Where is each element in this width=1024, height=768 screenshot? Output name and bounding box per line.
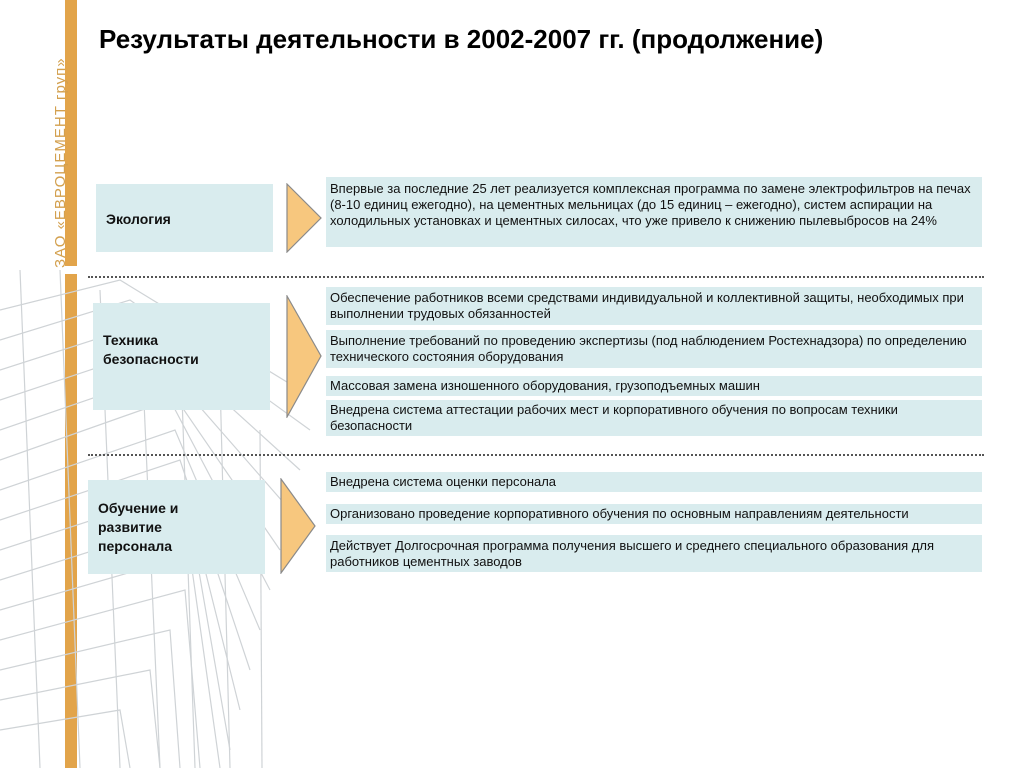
safety-item: Выполнение требований по проведению экспертизы (под наблюдением Ростехнадзора) по определению технического состояния оборудования (326, 330, 982, 368)
safety-item: Обеспечение работников всеми средствами индивидуальной и коллективной защиты, необходимых при выполнении трудовых обязанностей (326, 287, 982, 325)
category-ecology (96, 184, 273, 252)
page-title: Результаты деятельности в 2002-2007 гг. (продолжение) (99, 24, 824, 54)
chevron-arrow-icon (277, 478, 317, 574)
section-divider (88, 276, 984, 278)
category-label: Обучение и развитие персонала (98, 500, 179, 554)
safety-item: Массовая замена изношенного оборудования, грузоподъемных машин (326, 376, 982, 396)
safety-item: Внедрена система аттестации рабочих мест и корпоративного обучения по вопросам техники безопасности (326, 400, 982, 436)
training-item: Организовано проведение корпоративного обучения по основным направлениям деятельности (326, 504, 982, 524)
training-item: Внедрена система оценки персонала (326, 472, 982, 492)
brand-name: ЗАО «ЕВРОЦЕМЕНТ груп» (52, 57, 69, 268)
category-label: Экология (106, 211, 171, 227)
training-item: Действует Долгосрочная программа получения высшего и среднего специального образования для работников цементных заводов (326, 535, 982, 572)
chevron-arrow-icon (283, 295, 323, 418)
category-safety (93, 303, 270, 410)
category-training (88, 480, 265, 574)
ecology-item: Впервые за последние 25 лет реализуется комплексная программа по замене электрофильтров на печах (8-10 единиц ежегодно), на цементных мельницах (до 15 единиц – ежегодно), систем аспирации на холодильных установках и цементных силосах, что уже привело к снижению пылевыбросов на 24% (326, 177, 982, 247)
category-label: Техника безопасности (103, 332, 199, 367)
section-divider (88, 454, 984, 456)
chevron-arrow-icon (283, 183, 323, 253)
